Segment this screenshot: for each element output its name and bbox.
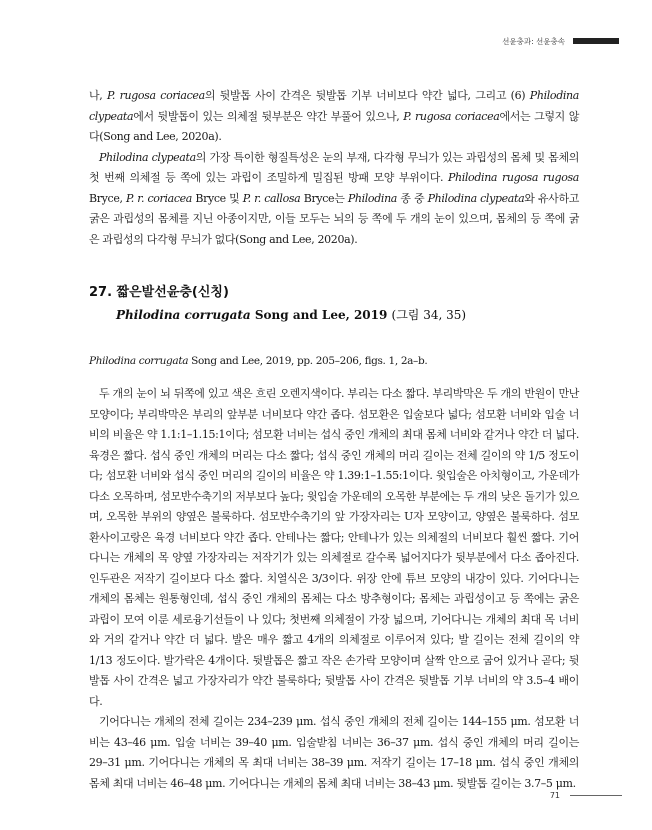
page-content xyxy=(89,86,579,794)
footer-rule xyxy=(570,795,622,796)
section-number-title: 27. 짧은발선윤충(신칭) xyxy=(89,285,229,300)
intro-paragraph-1: 나, P. rugosa coriacea의 뒷발톱 사이 간격은 뒷발톱 기부 너비보다 약간 넓다, 그리고 (6) Philodina clypeata에서 뒷발톱이 있는 의체절 뒷부분은 약간 부풀어 있으나, P. rugosa coriacea에서는 그렇지 않다(Song and Lee, 2020a). xyxy=(89,89,579,143)
page-number: 71 xyxy=(549,791,560,800)
running-header xyxy=(502,35,619,47)
species-name: Philodina corrugata xyxy=(116,308,251,322)
section-species-line xyxy=(89,304,579,326)
running-title: 선윤충과: 선윤충속 xyxy=(502,36,565,46)
species-section-heading xyxy=(89,282,579,326)
intro-paragraph-2: Philodina clypeata의 가장 특이한 형질특성은 눈의 부재, 다각형 무늬가 있는 과립성의 몸체 및 몸체의 첫 번째 의체절 등 쪽에 있는 과립이 조밀하게 밀집된 방패 모양 부위이다. Philodina rugosa rugosa Bryce, P. r. coriacea Bryce 및 P. r. callosa Bryce는 Philodina 종 중 Philodina clypeata와 유사하고 굵은 과립성의 몸체를 지닌 아종이지만, 이들 모두는 뇌의 등 쪽에 두 개의 눈이 있으며, 몸체의 등 쪽에 굵은 과립성의 다각형 무늬가 없다(Song and Lee, 2020a). xyxy=(89,150,580,246)
description xyxy=(89,384,579,794)
species-authority: Song and Lee, 2019 xyxy=(250,308,392,322)
description-paragraph-2: 기어다니는 개체의 전체 길이는 234–239 μm. 섭식 중인 개체의 전체 길이는 144–155 μm. 섬모환 너비는 43–46 μm. 입술 너비는 39–40 μm. 입술받침 너비는 36–37 μm. 섭식 중인 개체의 머리 길이는 29–31 μm. 기어다니는 개체의 목 최대 너비는 38–39 μm. 저작기 길이는 17–18 μm. 섭식 중인 개체의 몸체 최대 너비는 46–48 μm. 기어다니는 개체의 몸체 최대 너비는 38–43 μm. 뒷발톱 길이는 3.7–5 μm. xyxy=(89,715,579,790)
page-footer xyxy=(550,791,622,800)
figure-reference: (그림 34, 35) xyxy=(391,308,467,322)
species-citation: Philodina corrugata Song and Lee, 2019, pp. 205–206, figs. 1, 2a–b. xyxy=(89,355,428,367)
header-bar xyxy=(573,38,619,44)
description-paragraph-1: 두 개의 눈이 뇌 뒤쪽에 있고 색은 흐린 오렌지색이다. 부리는 다소 짧다. 부리박막은 두 개의 반원이 만난 모양이다; 부리박막은 부리의 앞부분 너비보다 약간 좁다. 섬모환은 입술보다 넓다; 섬모환 너비와 입술 너비의 비율은 약 1.1:1–1.15:1이다; 섬모환 너비는 섭식 중인 개체의 최대 몸체 너비와 같거나 약간 더 넓다. 육경은 짧다. 섭식 중인 개체의 머리는 다소 짧다; 섭식 중인 개체의 머리 길이는 전체 길이의 약 1/5 정도이다; 섬모환 너비와 섭식 중인 머리의 길이의 비율은 약 1.39:1–1.55:1이다. 윗입술은 아치형이고, 가운데가 다소 오목하며, 섬모반수축기의 저부보다 높다; 윗입술 가운데의 오목한 부분에는 두 개의 낮은 돌기가 있으며, 오목한 부위의 양옆은 불룩하다. 섬모반수축기의 앞 가장자리는 U자 모양이고, 양옆은 불룩하다. 섬모환사이고랑은 육경 너비보다 약간 좁다. 안테나는 짧다; 안테나가 있는 의체절의 너비보다 훨씬 짧다. 기어다니는 개체의 목 양옆 가장자리는 저작기가 있는 의체절로 갈수록 넓어지다가 뒷부분에서 다소 좁아진다. 인두관은 저작기 길이보다 다소 짧다. 치열식은 3/3이다. 위장 안에 튜브 모양의 내강이 있다. 기어다니는 개체의 몸체는 원통형인데, 섭식 중인 개체의 몸체는 다소 방추형이다; 몸체는 과립성이고 등 쪽에는 굵은 과립이 모여 이룬 세로융기선들이 나 있다; 첫번째 의체절이 가장 넓으며, 기어다니는 개체의 최대 목 너비와 거의 같거나 약간 더 넓다. 발은 매우 짧고 4개의 의체절로 이루어져 있다; 발 길이는 전체 길이의 약 1/13 정도이다. 발가락은 4개이다. 뒷발톱은 짧고 작은 손가락 모양이며 살짝 안으로 굽어 있거나 곧다; 뒷발톱 사이 간격은 넓고 가장자리가 약간 불룩하다; 뒷발톱 사이 간격은 뒷발톱 기부 너비의 약 3.5–4 배이다. xyxy=(89,387,579,708)
